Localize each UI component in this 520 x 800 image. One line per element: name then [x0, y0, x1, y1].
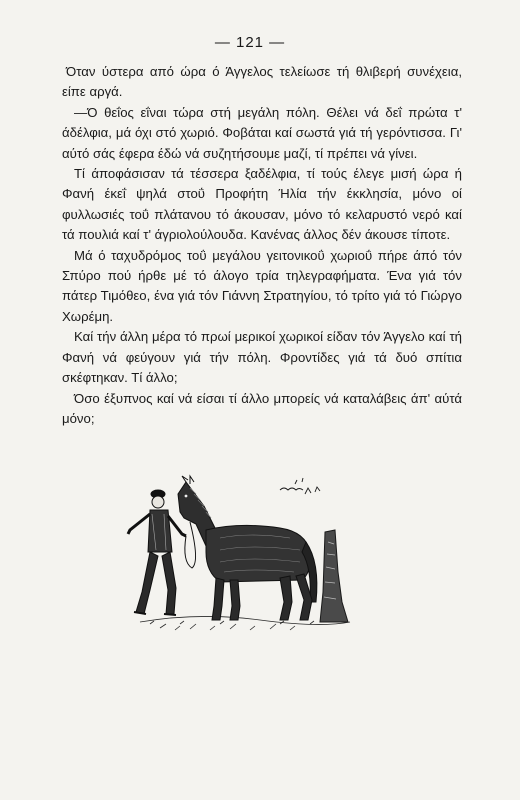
paragraph: —Ό θεΐος εΐναι τώρα στή μεγάλη πόλη. Θέλει νά δεΐ πρώτα τ' άδέλφια, μά όχι στό χωριό. Φοβάται καί σωστά γιά τή γερόντισσα. Γι' αύτό σάς έφερα έδώ νά συζητήσουμε μαζί, τί πρέπει νά γίνει. [62, 104, 462, 161]
horse-figure [178, 476, 317, 620]
body-text [62, 62, 462, 429]
man-with-horse-illustration [120, 472, 360, 642]
ground-sketch [140, 616, 350, 630]
paragraph: Όσο έξυπνος καί νά είσαι τί άλλο μπορείς νά καταλάβεις άπ' αύτά μόνο; [62, 390, 462, 426]
page-number: — 121 — [214, 34, 286, 51]
paragraph: Μά ό ταχυδρόμος τοΰ μεγάλου γειτονικοΰ χωριοΰ πήρε άπό τόν Σπύρο πού ήρθε μέ τό άλογο τρία τηλεγραφήματα. Ένα γιά τόν πάτερ Τιμόθεο, ένα γιά τόν Γιάννη Στρατηγίου, τό τρίτο γιά τό Γιώργο Χωρέμη. [62, 247, 462, 324]
rock-post-sketch [320, 530, 348, 622]
paragraph: Όταν ύστερα από ώρα ό Άγγελος τελείωσε τή θλιβερή συνέχεια, είπε αργά. [62, 64, 462, 100]
lead-rope [185, 522, 196, 568]
man-figure [128, 490, 186, 615]
paragraph: Καί τήν άλλη μέρα τό πρωί μερικοί χωρικοί είδαν τόν Άγγελο καί τή Φανή νά φεύγουν γιά τήν πόλη. Φροντίδες γιά τά δυό σπίτια σκέφτηκαν. Τί άλλο; [62, 329, 462, 386]
foliage-sketch [280, 478, 320, 494]
paragraph: Τί άποφάσισαν τά τέσσερα ξαδέλφια, τί τούς έλεγε μισή ώρα ή Φανή έκεΐ ψηλά στοΰ Προφήτη Ήλία τήν έκκλησία, μόνο οί φυλλωσιές τοΰ πλάτανου τό άκουσαν, μόνο τό κελαρυστό νερό καί τά πουλιά καί τ' άγριολούλουδα. Κανένας άλλος δέν άκουσε τίποτε. [62, 166, 462, 243]
